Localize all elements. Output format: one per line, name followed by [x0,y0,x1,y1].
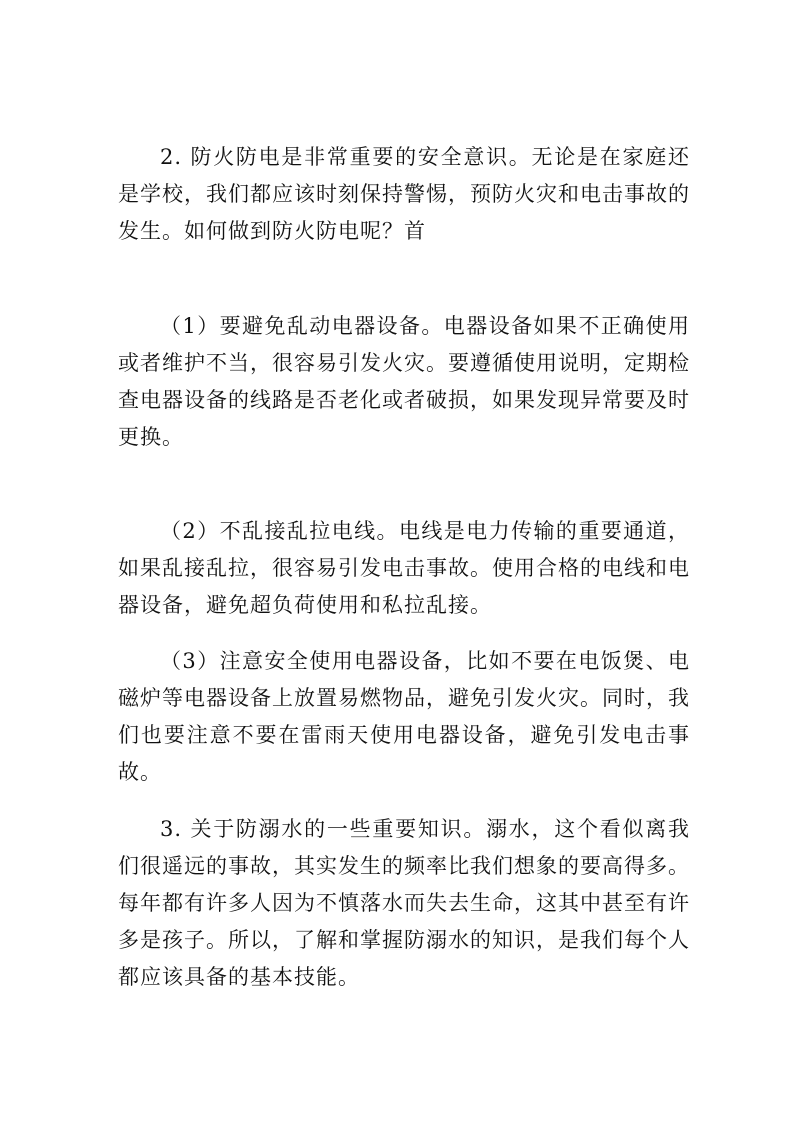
paragraph-avoid-touching-appliances: （1）要避免乱动电器设备。电器设备如果不正确使用或者维护不当，很容易引发火灾。要遵循使用说明，定期检查电器设备的线路是否老化或者破损，如果发现异常要及时更换。 [118,314,690,449]
paragraph-safe-appliance-use: （3）注意安全使用电器设备，比如不要在电饭煲、电磁炉等电器设备上放置易燃物品，避免引发火灾。同时，我们也要注意不要在雷雨天使用电器设备，避免引发电击事故。 [118,649,690,784]
paragraph-fire-electric-safety-intro: 2. 防火防电是非常重要的安全意识。无论是在家庭还是学校，我们都应该时刻保持警惕，预防火灾和电击事故的发生。如何做到防火防电呢？首 [118,145,690,243]
paragraph-no-messy-wiring: （2）不乱接乱拉电线。电线是电力传输的重要通道，如果乱接乱拉，很容易引发电击事故。使用合格的电线和电器设备，避免超负荷使用和私拉乱接。 [118,519,690,617]
paragraph-drowning-prevention: 3. 关于防溺水的一些重要知识。溺水，这个看似离我们很遥远的事故，其实发生的频率比我们想象的要高得多。每年都有许多人因为不慎落水而失去生命，这其中甚至有许多是孩子。所以，了解和掌握防溺水的知识，是我们每个人都应该具备的基本技能。 [118,817,690,989]
